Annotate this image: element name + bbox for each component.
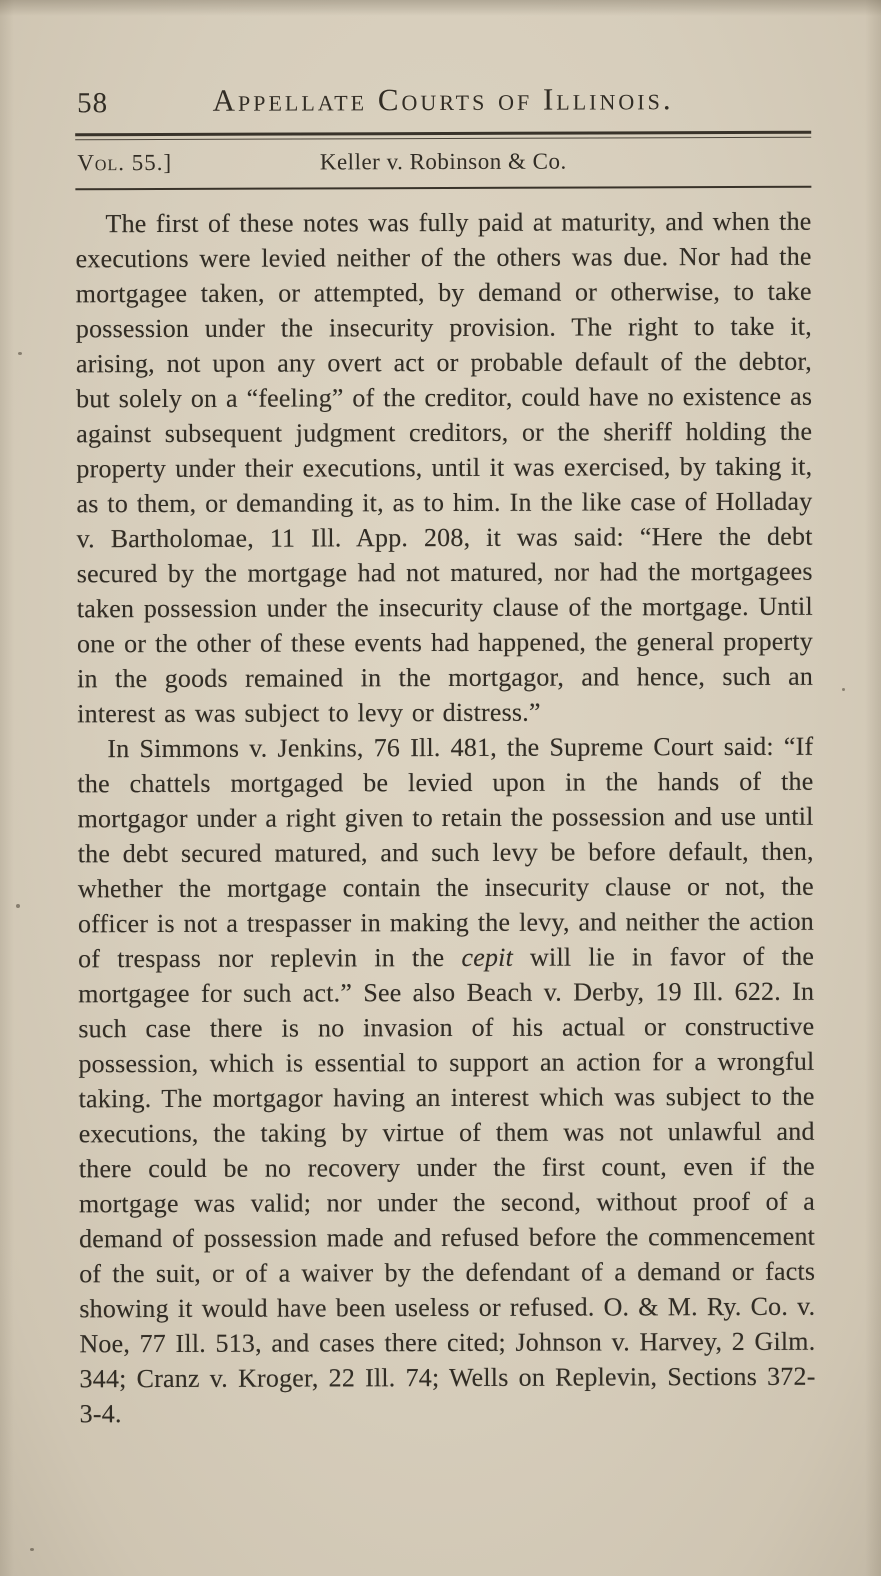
running-head (75, 138, 811, 189)
header-title: Appellate Courts of Illinois. (212, 81, 674, 118)
volume-label: Vol. 55.] (77, 149, 173, 176)
page-content (75, 79, 816, 1432)
paper-speck (18, 352, 22, 355)
text-segment: In Simmons v. Jenkins, 76 Ill. 481, the Supreme Court said: “If the chattels mortgaged be levied upon in the hands of the mortgagor under a right given to retain the possession and use until the debt secured matured, and such levy be before default, then, whether the mortgage contain the insecurity clause or not, the officer is not a trespasser in making the levy, and neither the action of trespass nor replevin in the (77, 731, 814, 974)
paper-speck (16, 904, 20, 908)
paper-speck (842, 688, 845, 691)
paragraph (77, 729, 815, 1432)
text-segment: will lie in favor of the mortgagee for such act.” See also Beach v. Derby, 19 Ill. 622. In such case there is no invasion of his actual or constructive possession, which is essential to support an action for a wrongful taking. The mortgagor having an interest which was subject to the executions, the taking by virtue of them was not unlawful and there could be no recovery under the first count, even if the mortgage was valid; nor under the second, without proof of a demand of possession made and refused before the commencement of the suit, or of a waiver by the defendant of a demand or facts showing it would have been useless or refused. O. & M. Ry. Co. v. Noe, 77 Ill. 513, and cases there cited; Johnson v. Harvey, 2 Gilm. 344; Cranz v. Kroger, 22 Ill. 74; Wells on Replevin, Sections 372-3-4. (78, 941, 816, 1429)
body-text (75, 204, 815, 1432)
paragraph (75, 204, 813, 732)
page-header (75, 79, 811, 128)
page-number: 58 (77, 87, 109, 120)
case-title: Keller v. Robinson & Co. (319, 148, 567, 175)
paper-speck (30, 1548, 34, 1551)
text-segment: The first of these notes was fully paid at maturity, and when the executions were levied neither of the others was due. Nor had the mortgagee taken, or attempted, by demand or otherwise, to take possession under the insecurity provision. The right to take it, arising, not upon any overt act or probable default of the debtor, but solely on a “feeling” of the creditor, could have no existence as against subsequent judgment creditors, or the sheriff holding the property under their executions, until it was exercised, by taking it, as to them, or demanding it, as to him. In the like case of Holladay v. Bartholomae, 11 Ill. App. 208, it was said: “Here the debt secured by the mortgage had not matured, nor had the mortgagees taken possession under the insecurity clause of the mortgage. Until one or the other of these events had happened, the general property in the goods remained in the mortgagor, and hence, such an interest as was subject to levy or distress.” (75, 206, 814, 729)
italic-text-segment: cepit (461, 942, 514, 972)
